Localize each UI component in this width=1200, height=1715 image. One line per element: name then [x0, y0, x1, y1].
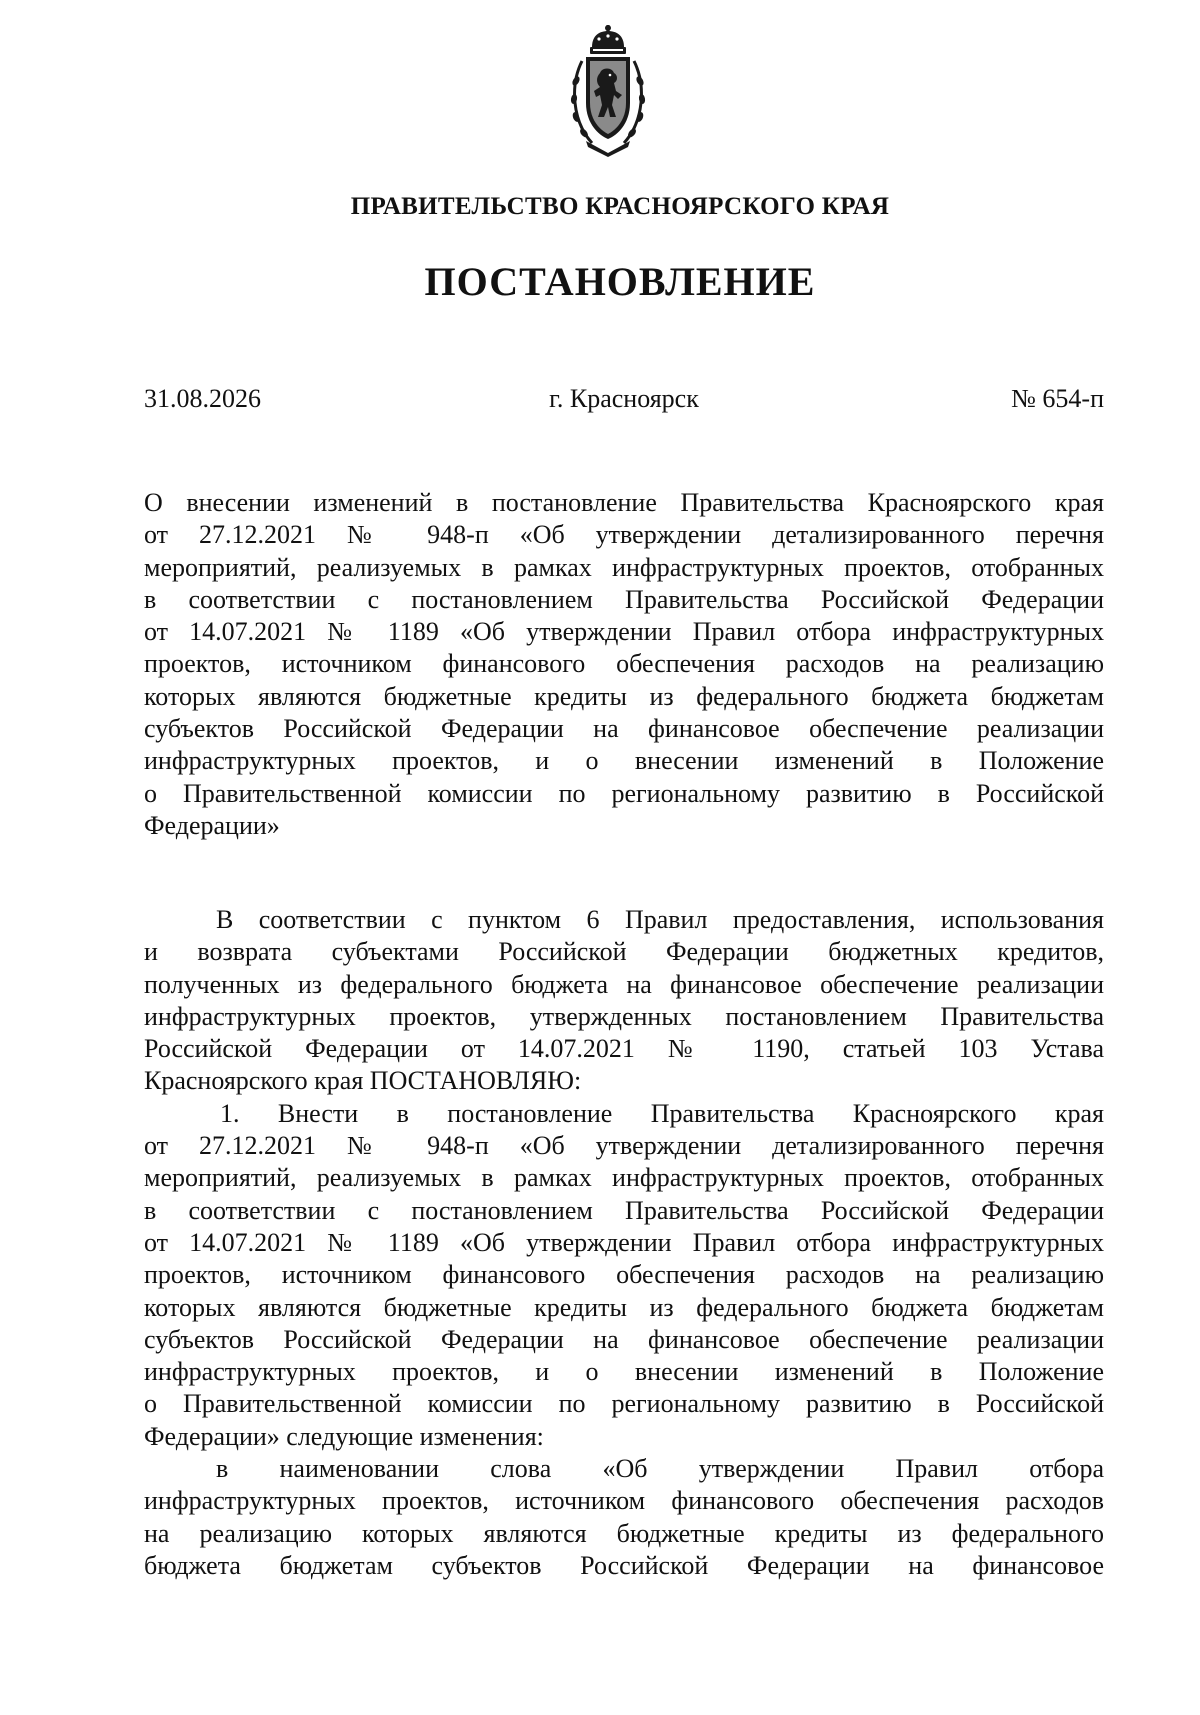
body-line: инфраструктурных проектов, источником финансового обеспечения расходов: [144, 1486, 1104, 1516]
document-body: [144, 904, 1104, 1582]
document-date: 31.08.2026: [144, 384, 261, 413]
body-line: от 27.12.2021 № 948-п «Об утверждении детализированного перечня: [144, 1131, 1104, 1161]
title-line: субъектов Российской Федерации на финансовое обеспечение реализации: [144, 714, 1104, 744]
body-line: в наименовании слова «Об утверждении Правил отбора: [216, 1454, 1104, 1484]
title-line: О внесении изменений в постановление Правительства Красноярского края: [144, 488, 1104, 517]
coat-of-arms-icon: [566, 25, 650, 157]
title-line: о Правительственной комиссии по региональному развитию в Российской: [144, 778, 1104, 808]
title-line: проектов, источником финансового обеспечения расходов на реализацию: [144, 649, 1104, 679]
body-line: в соответствии с постановлением Правительства Российской Федерации: [144, 1195, 1104, 1225]
body-line: от 14.07.2021 № 1189 «Об утверждении Правил отбора инфраструктурных: [144, 1227, 1104, 1257]
document-city: г. Красноярск: [549, 384, 699, 413]
body-line: и возврата субъектами Российской Федерации бюджетных кредитов,: [144, 937, 1104, 967]
document-number: № 654-п: [1011, 384, 1104, 413]
body-line: инфраструктурных проектов, и о внесении изменений в Положение: [144, 1357, 1104, 1387]
title-line: инфраструктурных проектов, и о внесении изменений в Положение: [144, 746, 1104, 776]
title-line: которых являются бюджетные кредиты из федерального бюджета бюджетам: [144, 681, 1104, 711]
title-line: мероприятий, реализуемых в рамках инфраструктурных проектов, отобранных: [144, 552, 1104, 582]
body-line: Красноярского края ПОСТАНОВЛЯЮ:: [144, 1066, 582, 1096]
body-line: бюджета бюджетам субъектов Российской Федерации на финансовое: [144, 1550, 1104, 1580]
body-line: которых являются бюджетные кредиты из федерального бюджета бюджетам: [144, 1292, 1104, 1322]
body-line: о Правительственной комиссии по региональному развитию в Российской: [144, 1389, 1104, 1419]
body-line: полученных из федерального бюджета на финансовое обеспечение реализации: [144, 969, 1104, 999]
document-type-heading: ПОСТАНОВЛЕНИЕ: [424, 259, 816, 304]
body-line: В соответствии с пунктом 6 Правил предоставления, использования: [216, 905, 1104, 934]
title-line: в соответствии с постановлением Правительства Российской Федерации: [144, 584, 1104, 614]
title-line: от 14.07.2021 № 1189 «Об утверждении Правил отбора инфраструктурных: [144, 617, 1104, 647]
body-line: мероприятий, реализуемых в рамках инфраструктурных проектов, отобранных: [144, 1163, 1104, 1193]
body-line: субъектов Российской Федерации на финансовое обеспечение реализации: [144, 1324, 1104, 1354]
document-meta-row: [144, 384, 1104, 418]
body-line: Российской Федерации от 14.07.2021 № 1190, статьей 103 Устава: [144, 1034, 1104, 1064]
body-line: на реализацию которых являются бюджетные кредиты из федерального: [144, 1518, 1104, 1548]
body-line: инфраструктурных проектов, утвержденных постановлением Правительства: [144, 1001, 1104, 1031]
title-line: от 27.12.2021 № 948-п «Об утверждении детализированного перечня: [144, 520, 1104, 550]
body-line: Федерации» следующие изменения:: [144, 1421, 544, 1451]
issuing-authority: ПРАВИТЕЛЬСТВО КРАСНОЯРСКОГО КРАЯ: [350, 193, 890, 220]
body-line: проектов, источником финансового обеспечения расходов на реализацию: [144, 1260, 1104, 1290]
document-title: [144, 487, 1104, 842]
title-line: Федерации»: [144, 810, 280, 840]
body-line: 1. Внести в постановление Правительства Красноярского края: [220, 1098, 1104, 1128]
